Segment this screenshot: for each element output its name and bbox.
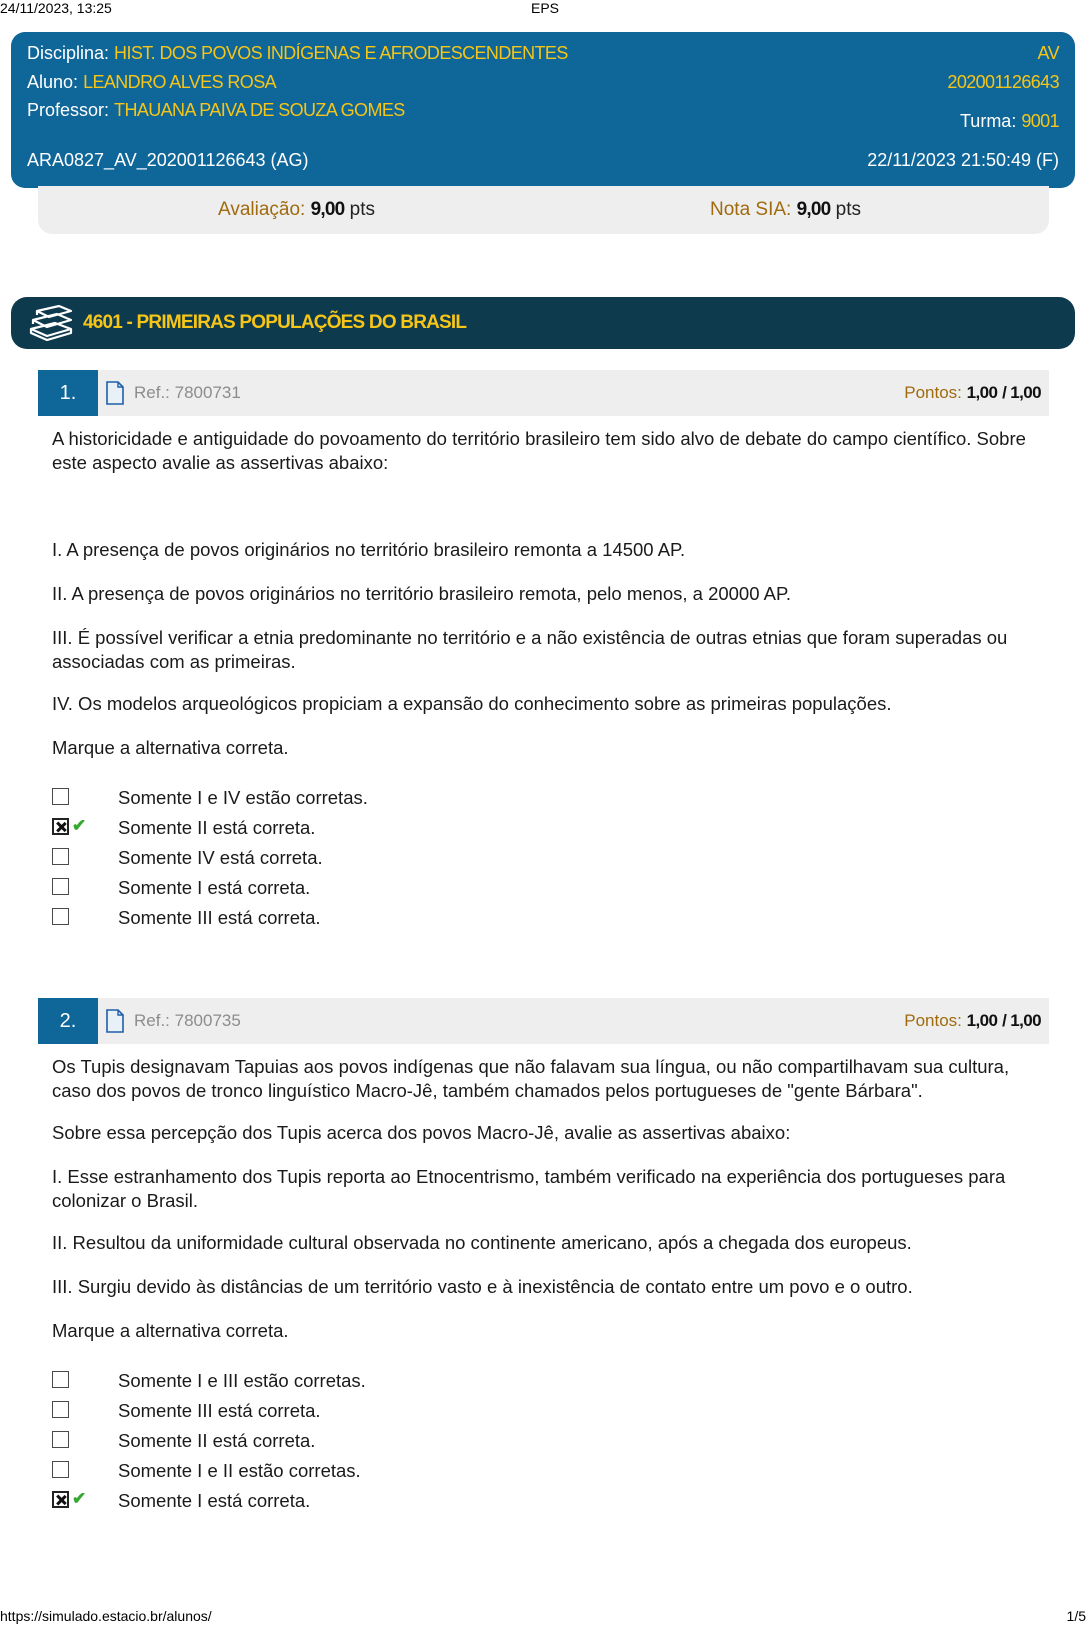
question-2-option[interactable] <box>52 1430 652 1454</box>
points-max: / 1,00 <box>1002 1011 1041 1030</box>
checkbox[interactable] <box>52 788 69 805</box>
section-title: 4601 - PRIMEIRAS POPULAÇÕES DO BRASIL <box>83 312 467 333</box>
correct-check-icon: ✔ <box>72 816 87 835</box>
question-ref: Ref.: 7800731 <box>134 383 241 402</box>
print-url: https://simulado.estacio.br/alunos/ <box>0 1608 212 1624</box>
question-1-header <box>38 370 1049 416</box>
exam-code: ARA0827_AV_202001126643 (AG) <box>27 150 309 170</box>
question-2-option[interactable] <box>52 1400 652 1424</box>
nota-sia-label: Nota SIA: <box>710 199 792 220</box>
question-2-assertion-2: II. Resultou da uniformidade cultural observada no continente americano, após a chegada dos europeus. <box>52 1232 912 1253</box>
print-header <box>0 0 1090 22</box>
books-icon <box>27 305 75 341</box>
question-2-instruction: Marque a alternativa correta. <box>52 1320 289 1341</box>
nota-sia-value: 9,00 <box>796 199 831 220</box>
checked-checkbox[interactable] <box>52 818 69 835</box>
turma-row <box>960 111 1059 132</box>
question-2-prompt: Sobre essa percepção dos Tupis acerca dos povos Macro-Jê, avalie as assertivas abaixo: <box>52 1122 791 1143</box>
nota-sia-score <box>710 199 861 221</box>
disciplina-label: Disciplina: <box>27 43 110 63</box>
option-text: Somente I e III estão corretas. <box>118 1370 366 1391</box>
points-max: / 1,00 <box>1002 383 1041 402</box>
question-1-statement: A historicidade e antiguidade do povoamento do território brasileiro tem sido alvo de debate do campo científico. Sobre este aspecto avalie as assertivas abaixo: <box>52 428 1026 473</box>
question-number: 2. <box>38 998 98 1044</box>
avaliacao-score <box>218 199 375 221</box>
avaliacao-label: Avaliação: <box>218 199 306 220</box>
question-2-assertion-1: I. Esse estranhamento dos Tupis reporta ao Etnocentrismo, também verificado na experiência dos portugueses para colonizar o Brasil. <box>52 1166 1006 1211</box>
question-2-option-selected[interactable] <box>52 1490 652 1514</box>
aluno-value: LEANDRO ALVES ROSA <box>83 72 277 92</box>
option-text: Somente III está correta. <box>118 1400 321 1421</box>
checkbox[interactable] <box>52 1431 69 1448</box>
document-icon <box>106 1009 124 1033</box>
checkbox[interactable] <box>52 878 69 895</box>
section-header <box>11 297 1075 349</box>
option-text: Somente IV está correta. <box>118 847 323 868</box>
checkbox[interactable] <box>52 908 69 925</box>
exam-type: AV <box>1037 43 1059 63</box>
print-date: 24/11/2023, 13:25 <box>0 0 112 16</box>
avaliacao-value: 9,00 <box>310 199 345 220</box>
score-bar <box>38 186 1049 234</box>
option-text: Somente II está correta. <box>118 817 316 838</box>
aluno-row <box>27 72 276 93</box>
question-1-assertion-2: II. A presença de povos originários no território brasileiro remota, pelo menos, a 20000 AP. <box>52 583 792 604</box>
professor-label: Professor: <box>27 100 110 120</box>
question-1-option[interactable] <box>52 907 652 931</box>
option-text: Somente I está correta. <box>118 877 311 898</box>
question-1-assertion-4: IV. Os modelos arqueológicos propiciam a expansão do conhecimento sobre as primeiras populações. <box>52 693 892 714</box>
turma-label: Turma: <box>959 111 1017 131</box>
option-text: Somente III está correta. <box>118 907 321 928</box>
professor-row <box>27 100 405 121</box>
option-text: Somente I e IV estão corretas. <box>118 787 368 808</box>
print-title: EPS <box>530 0 559 16</box>
question-points <box>904 1011 1041 1031</box>
professor-value: THAUANA PAIVA DE SOUZA GOMES <box>114 100 405 120</box>
exam-datetime: 22/11/2023 21:50:49 (F) <box>867 150 1059 170</box>
question-ref: Ref.: 7800735 <box>134 1011 241 1030</box>
question-1-option[interactable] <box>52 787 652 811</box>
question-2-header <box>38 998 1049 1044</box>
question-2-statement: Os Tupis designavam Tapuias aos povos indígenas que não falavam sua língua, ou não compartilhavam sua cultura, caso dos povos de tronco linguístico Macro-Jê, também chamados pelos portugueses de "gente Bárbara". <box>52 1056 1010 1101</box>
question-2-option[interactable] <box>52 1370 652 1394</box>
option-text: Somente II está correta. <box>118 1430 316 1451</box>
checkbox[interactable] <box>52 1371 69 1388</box>
question-points <box>904 383 1041 403</box>
checkbox[interactable] <box>52 848 69 865</box>
points-label: Pontos: <box>904 383 962 402</box>
question-1-instruction: Marque a alternativa correta. <box>52 737 289 758</box>
question-2-assertion-3: III. Surgiu devido às distâncias de um território vasto e à inexistência de contato entre um povo e o outro. <box>52 1276 913 1297</box>
question-1-option[interactable] <box>52 877 652 901</box>
document-icon <box>106 381 124 405</box>
aluno-label: Aluno: <box>27 72 79 92</box>
question-number: 1. <box>38 370 98 416</box>
option-text: Somente I e II estão corretas. <box>118 1460 361 1481</box>
question-1-assertion-1: I. A presença de povos originários no território brasileiro remonta a 14500 AP. <box>52 539 686 560</box>
points-value: 1,00 <box>966 1011 998 1030</box>
disciplina-value: HIST. DOS POVOS INDÍGENAS E AFRODESCENDENTES <box>114 43 568 63</box>
question-1-option-selected[interactable] <box>52 817 652 841</box>
checkbox[interactable] <box>52 1401 69 1418</box>
checkbox[interactable] <box>52 1461 69 1478</box>
nota-sia-unit: pts <box>835 199 862 220</box>
question-1-assertion-3: III. É possível verificar a etnia predominante no território e a não existência de outras etnias que foram superadas ou associadas com as primeiras. <box>52 627 1008 672</box>
student-id: 202001126643 <box>947 72 1059 92</box>
print-page-number: 1/5 <box>1066 1608 1086 1624</box>
exam-info-panel <box>11 32 1075 188</box>
disciplina-row <box>27 43 568 64</box>
checked-checkbox[interactable] <box>52 1491 69 1508</box>
turma-value: 9001 <box>1021 111 1059 131</box>
points-label: Pontos: <box>904 1011 962 1030</box>
option-text: Somente I está correta. <box>118 1490 311 1511</box>
print-footer <box>0 1606 1090 1628</box>
correct-check-icon: ✔ <box>72 1489 87 1508</box>
question-2-option[interactable] <box>52 1460 652 1484</box>
avaliacao-unit: pts <box>349 199 376 220</box>
question-1-option[interactable] <box>52 847 652 871</box>
points-value: 1,00 <box>966 383 998 402</box>
